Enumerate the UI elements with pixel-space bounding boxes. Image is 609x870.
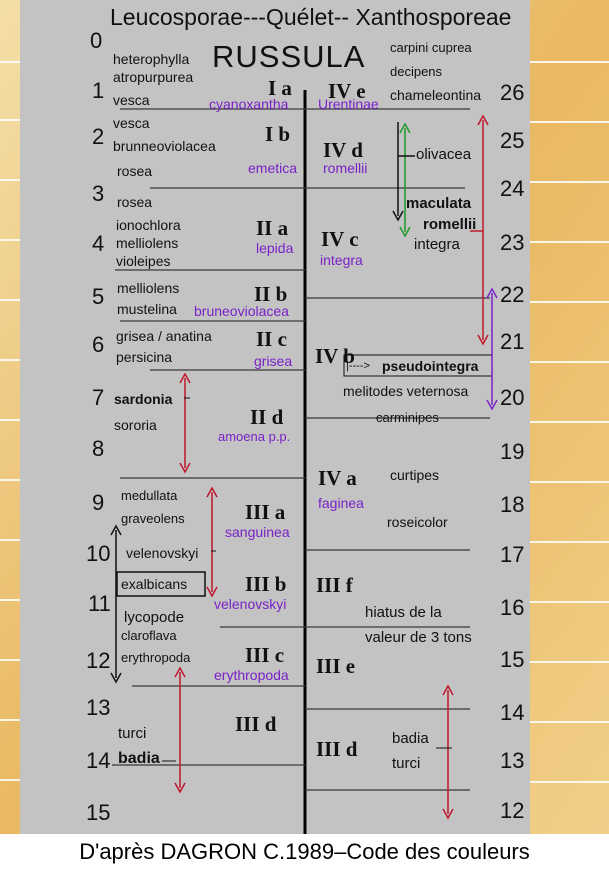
scale-right-19: 19 xyxy=(500,439,525,464)
species-vesca-1: vesca xyxy=(113,92,150,108)
group-IIIc: III c xyxy=(245,643,285,667)
scale-right-20: 20 xyxy=(500,385,525,410)
species-medullata: medullata xyxy=(121,488,178,503)
scale-right-13: 13 xyxy=(500,748,525,773)
class-sanguinea: sanguinea xyxy=(225,524,290,540)
group-IIc: II c xyxy=(256,327,287,351)
species-melitodes-veternosa: melitodes veternosa xyxy=(343,383,469,399)
scale-left-9: 9 xyxy=(92,490,105,515)
scale-right-16: 16 xyxy=(500,595,525,620)
scale-left-5: 5 xyxy=(92,284,105,309)
scale-right-21: 21 xyxy=(500,329,525,354)
class-grisea: grisea xyxy=(254,353,293,369)
scale-left-7: 7 xyxy=(92,385,105,410)
group-IVa: IV a xyxy=(318,466,357,490)
scale-right-14: 14 xyxy=(500,700,525,725)
scale-left-0: 0 xyxy=(90,28,103,53)
group-IIId-right: III d xyxy=(316,737,358,761)
species-erythropoda: erythropoda xyxy=(121,650,191,665)
species-curtipes: curtipes xyxy=(390,467,440,483)
scale-right-12: 12 xyxy=(500,798,525,823)
note-hiatus-2: valeur de 3 tons xyxy=(365,629,472,646)
scale-left-8: 8 xyxy=(92,436,105,461)
species-grisea-anatina: grisea / anatina xyxy=(116,328,212,344)
species-chameleontina: chameleontina xyxy=(390,87,482,103)
scale-right-25: 25 xyxy=(500,128,525,153)
species-pseudointegra-prefix: |----> xyxy=(346,360,370,372)
scale-left-10: 10 xyxy=(86,541,111,566)
scale-left-14: 14 xyxy=(86,748,111,773)
scale-left-13: 13 xyxy=(86,695,111,720)
class-amoena: amoena p.p. xyxy=(218,429,291,444)
species-brunneoviolacea: brunneoviolacea xyxy=(113,138,216,154)
group-Ib: I b xyxy=(265,122,291,146)
species-carpini-cuprea: carpini cuprea xyxy=(390,40,472,55)
group-IIIa: III a xyxy=(245,500,286,524)
species-pseudointegra: pseudointegra xyxy=(382,358,479,374)
group-IIIe: III e xyxy=(316,654,356,678)
species-romellii: romellii xyxy=(423,216,477,233)
class-urentinae: Urentinae xyxy=(318,96,379,112)
scale-left-6: 6 xyxy=(92,332,105,357)
class-erythropoda: erythropoda xyxy=(214,667,289,683)
species-melliolens-2: melliolens xyxy=(117,280,180,296)
species-rosea-2: rosea xyxy=(117,194,153,210)
species-decipens: decipens xyxy=(390,64,443,79)
scale-left-2: 2 xyxy=(92,124,105,149)
group-IVc: IV c xyxy=(321,227,359,251)
species-badia-left: badia xyxy=(118,750,160,767)
species-exalbicans: exalbicans xyxy=(121,576,188,592)
species-vesca-2: vesca xyxy=(113,115,150,131)
species-atropurpurea: atropurpurea xyxy=(113,69,194,85)
scale-right-26: 26 xyxy=(500,80,525,105)
class-romellii: romellii xyxy=(323,160,368,176)
group-IIIf: III f xyxy=(316,573,353,597)
scale-left-3: 3 xyxy=(92,181,105,206)
class-integra: integra xyxy=(320,252,363,268)
genus-title: RUSSULA xyxy=(212,39,366,74)
species-graveolens: graveolens xyxy=(121,511,185,526)
species-turci-left: turci xyxy=(118,725,147,742)
species-melliolens-1: melliolens xyxy=(116,235,179,251)
scale-right-17: 17 xyxy=(500,542,525,567)
scale-left-12: 12 xyxy=(86,648,111,673)
group-IIIb: III b xyxy=(245,572,287,596)
species-integra: integra xyxy=(414,236,460,253)
group-IVe: IV e xyxy=(328,79,366,103)
header-title-line: Leucosporae---Quélet-- Xanthosporeae xyxy=(110,4,512,30)
species-ionochlora: ionochlora xyxy=(116,217,181,233)
species-lycopode: lycopode xyxy=(124,609,185,626)
scale-left-4: 4 xyxy=(92,231,105,256)
species-turci-right: turci xyxy=(392,755,421,772)
scale-left-15: 15 xyxy=(86,800,111,825)
species-sororia: sororia xyxy=(114,417,157,433)
species-persicina: persicina xyxy=(116,349,173,365)
class-velenovskyi: velenovskyi xyxy=(214,596,287,612)
class-faginea: faginea xyxy=(318,495,364,511)
class-bruneoviolacea: bruneoviolacea xyxy=(194,303,289,319)
species-claroflava: claroflava xyxy=(121,628,177,643)
scale-left-11: 11 xyxy=(88,591,111,616)
scale-right-24: 24 xyxy=(500,176,525,201)
group-IVd: IV d xyxy=(323,138,363,162)
group-IId: II d xyxy=(250,405,284,429)
species-sardonia: sardonia xyxy=(114,391,173,407)
species-roseicolor: roseicolor xyxy=(387,514,448,530)
species-carminipes: carminipes xyxy=(376,410,439,425)
scale-right-23: 23 xyxy=(500,230,525,255)
species-olivacea: olivacea xyxy=(416,146,472,163)
species-violeipes: violeipes xyxy=(116,253,171,269)
group-IIId-left: III d xyxy=(235,712,277,736)
species-heterophylla: heterophylla xyxy=(113,51,190,67)
note-hiatus-1: hiatus de la xyxy=(365,604,442,621)
species-maculata: maculata xyxy=(406,195,472,212)
group-IVb: IV b xyxy=(315,344,355,368)
species-mustelina: mustelina xyxy=(117,301,177,317)
class-cyanoxantha: cyanoxantha xyxy=(209,96,289,112)
scale-left-1: 1 xyxy=(92,78,105,103)
caption: D'après DAGRON C.1989–Code des couleurs xyxy=(0,834,609,870)
species-rosea-1: rosea xyxy=(117,163,153,179)
group-IIa: II a xyxy=(256,216,289,240)
species-velenovskyi: velenovskyi xyxy=(126,545,199,561)
class-emetica: emetica xyxy=(248,160,298,176)
scale-right-22: 22 xyxy=(500,282,525,307)
scale-right-15: 15 xyxy=(500,647,525,672)
species-badia-right: badia xyxy=(392,730,429,747)
scale-right-18: 18 xyxy=(500,492,525,517)
group-IIb: II b xyxy=(254,282,288,306)
class-lepida: lepida xyxy=(256,240,294,256)
group-Ia: I a xyxy=(268,76,292,100)
